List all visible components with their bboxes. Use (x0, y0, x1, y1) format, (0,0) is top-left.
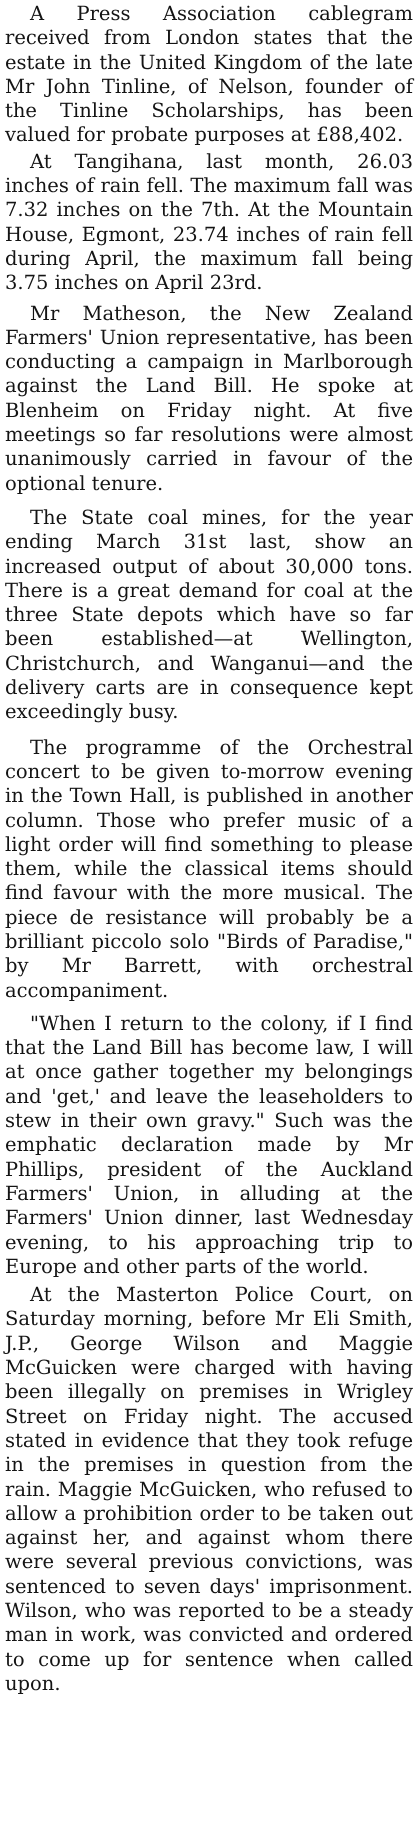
paragraph-state-coal-mines: The State coal mines, for the year ending March 31st last, show an increased output of about 30,000 tons. There is a great demand for coal at the three State depots which have so far been established—at Wellington, Christchurch, and Wanganui—and the delivery carts are in consequence kept exceedingly busy. (5, 505, 413, 724)
paragraph-tinline-estate: A Press Association cablegram received from London states that the estate in the United Kingdom of the late Mr John Tinline, of Nelson, founder of the Tinline Scholarships, has been valued for probate purposes at £88,402. (5, 2, 413, 147)
paragraph-matheson-campaign: Mr Matheson, the New Zealand Farmers' Union representative, has been conducting a campaign in Marlborough against the Land Bill. He spoke at Blenheim on Friday night. At five meetings so far resolutions were almost unanimously carried in favour of the optional tenure. (5, 301, 413, 495)
paragraph-phillips-declaration: "When I return to the colony, if I find that the Land Bill has become law, I will at once gather together my belongings and 'get,' and leave the leaseholders to stew in their own gravy." Such was the emphatic declaration made by Mr Phillips, president of the Auckland Farmers' Union, in alluding at the Farmers' Union dinner, last Wednesday evening, to his approaching trip to Europe and other parts of the world. (5, 1011, 413, 1278)
paragraph-rainfall: At Tangihana, last month, 26.03 inches of rain fell. The maximum fall was 7.32 inches on the 7th. At the Mountain House, Egmont, 23.74 inches of rain fell during April, the maximum fall being 3.75 inches on April 23rd. (5, 149, 413, 295)
paragraph-masterton-police-court: At the Masterton Police Court, on Saturday morning, before Mr Eli Smith, J.P., George Wilson and Maggie McGuicken were charged with having been illegally on premises in Wrigley Street on Friday night. The accused stated in evidence that they took refuge in the premises in question from the rain. Maggie McGuicken, who refused to allow a prohibition order to be taken out against her, and against whom there were several previous convictions, was sentenced to seven days' imprisonment. Wilson, who was reported to be a steady man in work, was convicted and ordered to come up for sentence when called upon. (5, 1283, 413, 1695)
paragraph-orchestral-concert: The programme of the Orchestral concert to be given to-morrow evening in the Town Hall, is published in another column. Those who prefer music of a light order will find something to please them, while the classical items should find favour with the more musical. The piece de resistance will probably be a brilliant piccolo solo "Birds of Paradise," by Mr Barrett, with orchestral accompaniment. (5, 735, 413, 1002)
